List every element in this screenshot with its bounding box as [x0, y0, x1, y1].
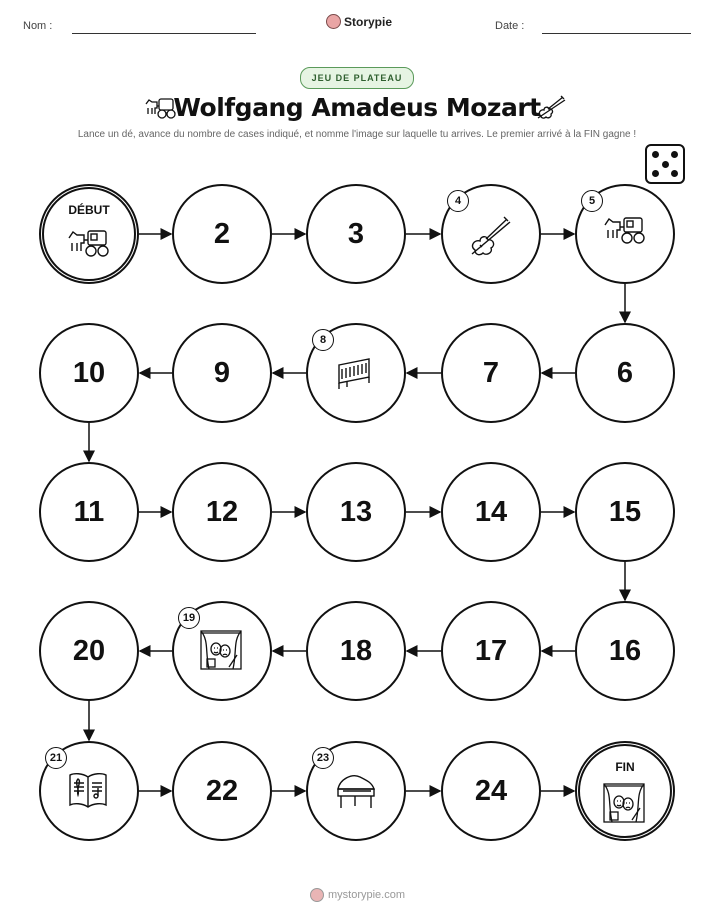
theater-icon	[199, 629, 245, 673]
board-square[interactable]	[441, 601, 541, 701]
instructions: Lance un dé, avance du nombre de cases indiqué, et nomme l'image sur laquelle tu arrives. Le premier arrivé à la FIN gagne !	[77, 129, 637, 140]
square-number: 24	[474, 774, 508, 807]
board-square[interactable]	[575, 462, 675, 562]
grand-piano-icon	[333, 769, 379, 813]
square-number: 22	[205, 774, 239, 807]
square-number: 9	[213, 356, 231, 389]
square-number: 18	[339, 634, 373, 667]
square-number-badge: 23	[312, 747, 334, 769]
board-square[interactable]	[441, 184, 541, 284]
board-square[interactable]	[172, 323, 272, 423]
board-square[interactable]	[575, 741, 675, 841]
square-number: 17	[474, 634, 508, 667]
square-number: 7	[482, 356, 500, 389]
board-square[interactable]	[306, 601, 406, 701]
square-label: DÉBUT	[68, 203, 110, 217]
board-square[interactable]	[39, 601, 139, 701]
board-square[interactable]	[441, 462, 541, 562]
square-number: 2	[213, 217, 231, 250]
piano-icon	[333, 351, 379, 395]
page-title: Wolfgang Amadeus Mozart	[173, 93, 541, 122]
board-square[interactable]	[441, 323, 541, 423]
storypie-logo-icon	[310, 888, 324, 902]
square-number: 15	[608, 495, 642, 528]
square-number: 3	[347, 217, 365, 250]
square-number-badge: 19	[178, 607, 200, 629]
board-square[interactable]	[575, 323, 675, 423]
square-number-badge: 5	[581, 190, 603, 212]
board-square[interactable]	[172, 601, 272, 701]
square-number-badge: 4	[447, 190, 469, 212]
name-label: Nom :	[23, 20, 53, 32]
board-square[interactable]	[306, 741, 406, 841]
board-square[interactable]	[172, 462, 272, 562]
carriage-icon	[602, 212, 648, 256]
date-label: Date :	[495, 20, 525, 32]
footer	[310, 888, 405, 902]
board-square[interactable]	[575, 184, 675, 284]
board-square[interactable]	[39, 323, 139, 423]
board-square[interactable]	[306, 184, 406, 284]
square-number: 6	[616, 356, 634, 389]
board-square[interactable]	[172, 741, 272, 841]
carriage-icon	[66, 225, 112, 269]
square-number: 14	[474, 495, 508, 528]
square-number: 16	[608, 634, 642, 667]
board-square[interactable]	[39, 462, 139, 562]
square-number: 10	[72, 356, 106, 389]
board-square[interactable]	[172, 184, 272, 284]
music-book-icon	[66, 769, 112, 813]
square-number: 11	[73, 495, 105, 528]
board-square[interactable]	[441, 741, 541, 841]
board-square[interactable]	[39, 184, 139, 284]
square-number-badge: 21	[45, 747, 67, 769]
brand-name: Storypie	[344, 14, 393, 29]
board-square[interactable]	[306, 462, 406, 562]
theater-icon	[602, 782, 648, 826]
square-number: 13	[339, 495, 373, 528]
square-label: FIN	[615, 760, 635, 774]
square-number: 12	[205, 495, 239, 528]
board-square[interactable]	[575, 601, 675, 701]
board-square[interactable]	[39, 741, 139, 841]
violin-icon	[468, 212, 514, 256]
square-number-badge: 8	[312, 329, 334, 351]
footer-url: mystorypie.com	[328, 889, 406, 901]
category-tag: JEU DE PLATEAU	[300, 67, 414, 89]
square-number: 20	[72, 634, 106, 667]
board-square[interactable]	[306, 323, 406, 423]
